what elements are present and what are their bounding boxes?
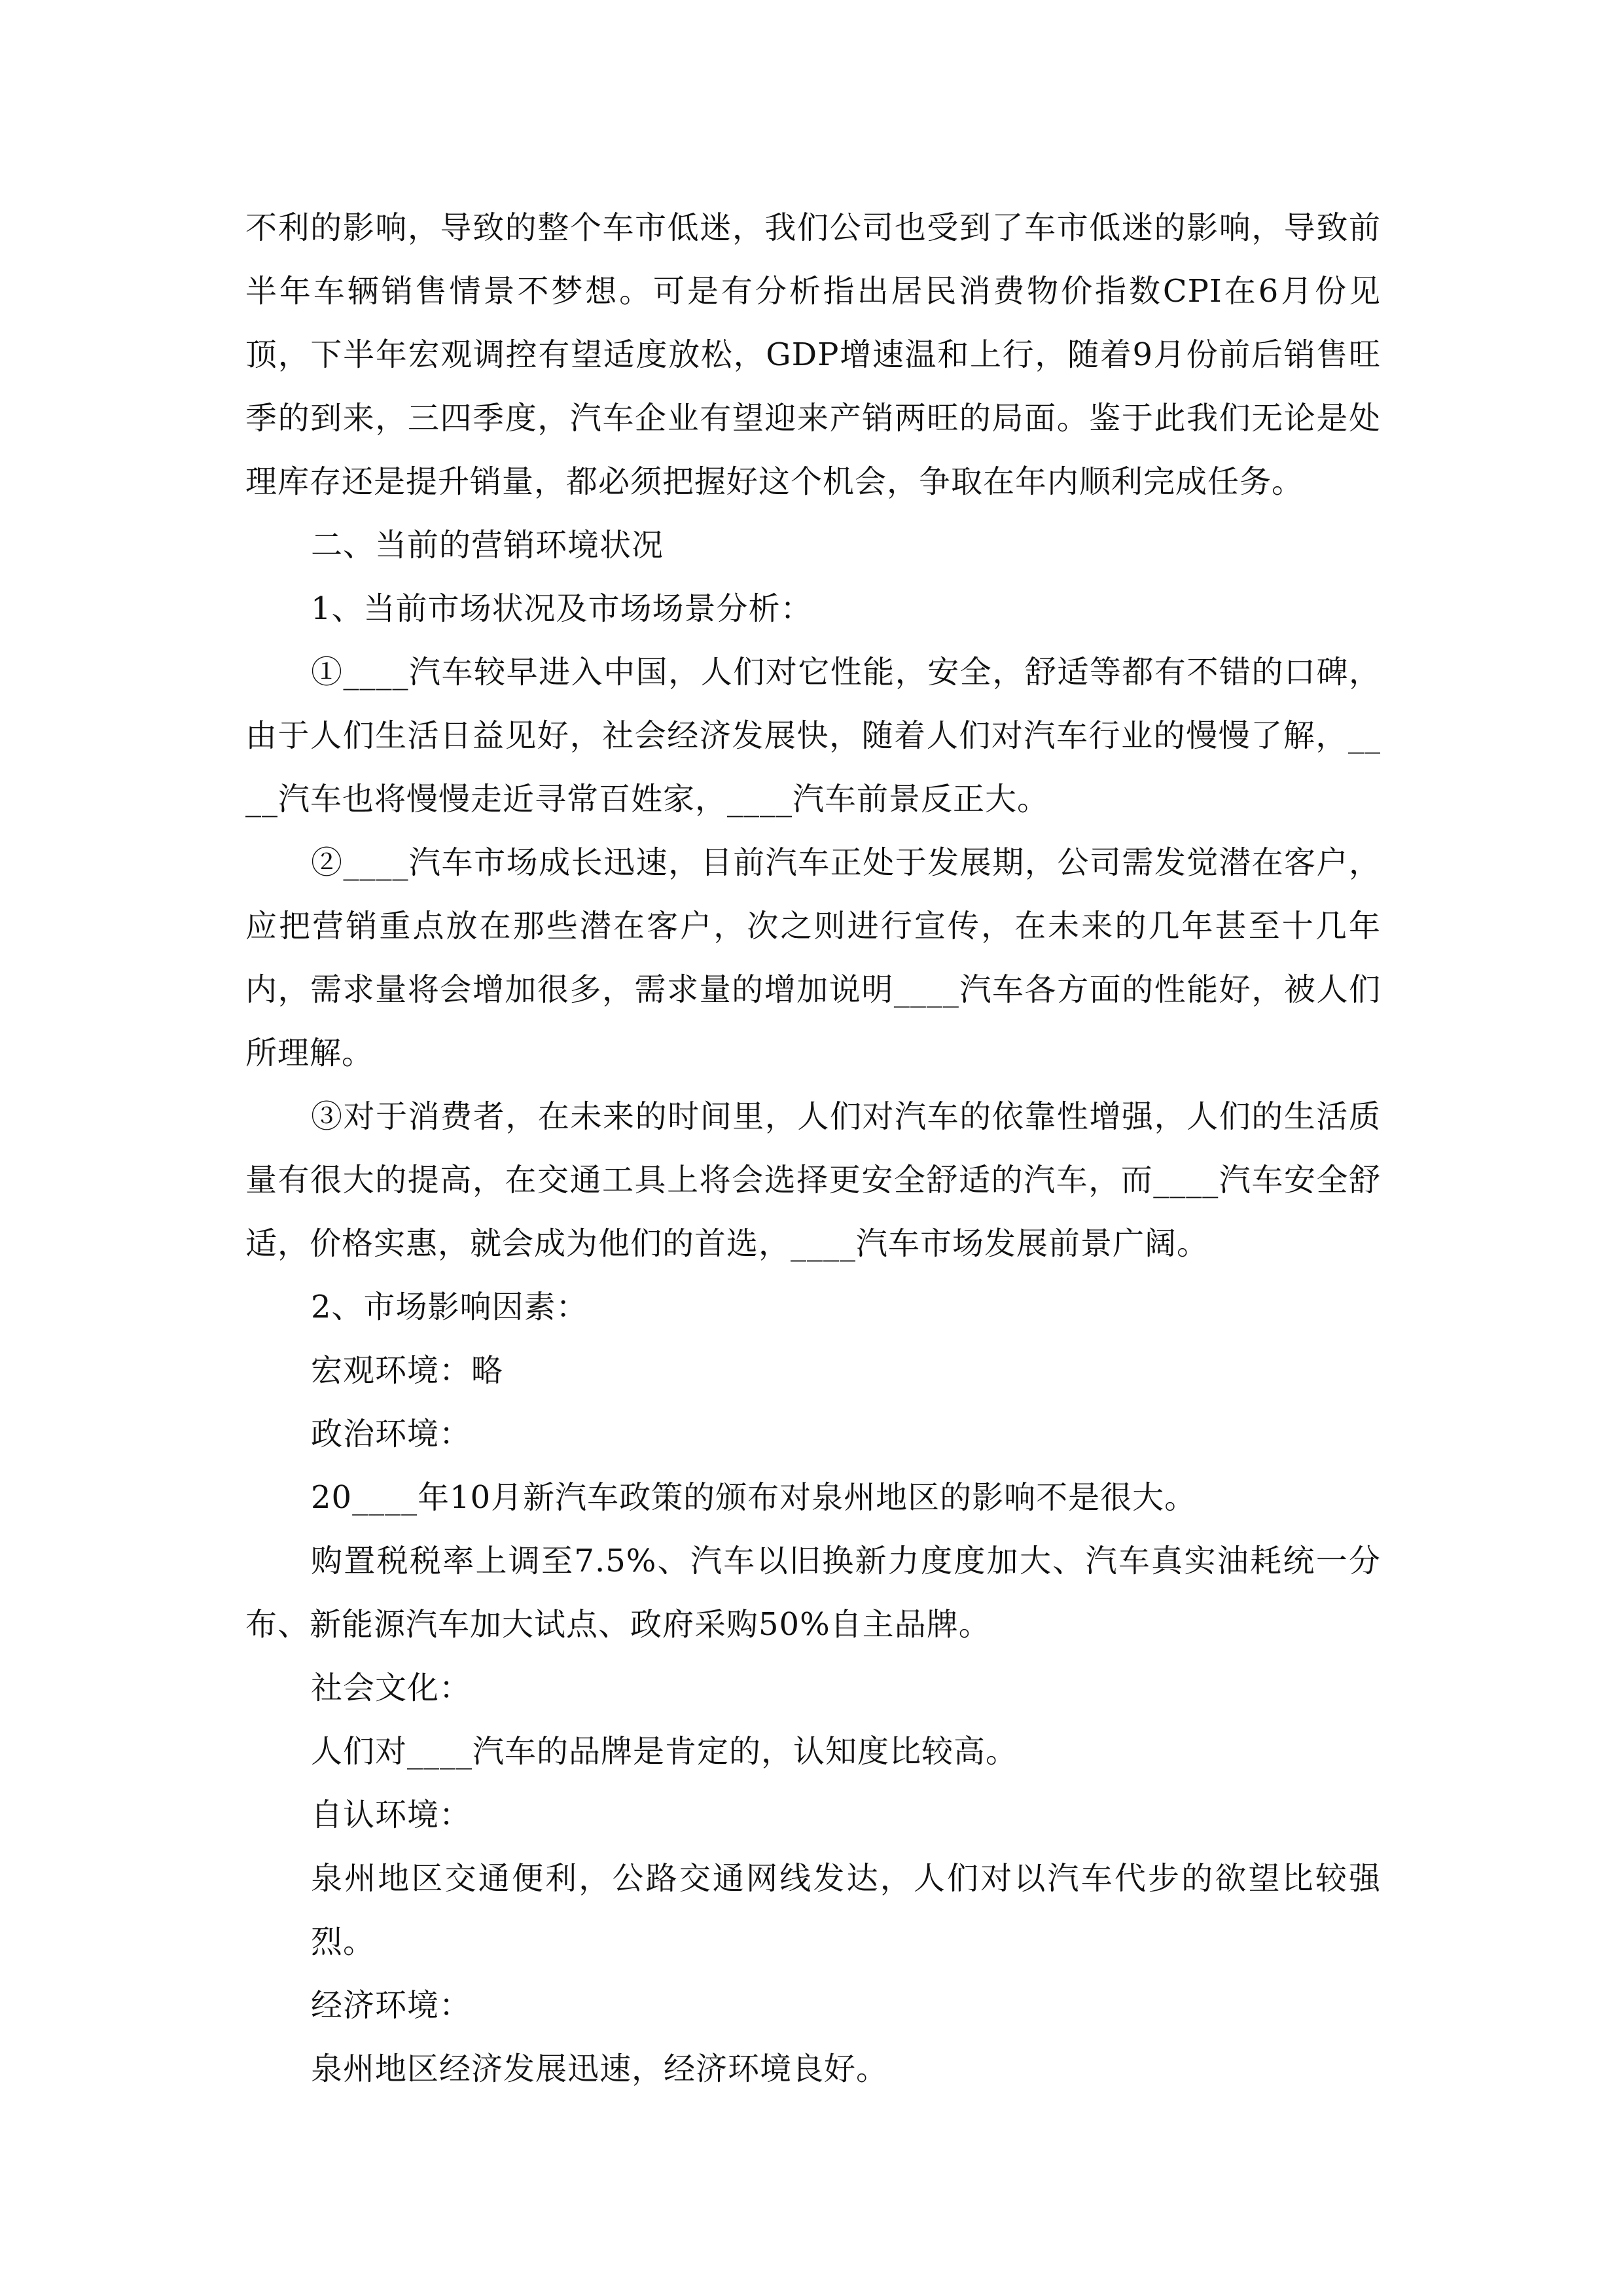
paragraph-market-downturn: 不利的影响，导致的整个车市低迷，我们公司也受到了车市低迷的影响，导致前半年车辆销售情景不梦想。可是有分析指出居民消费物价指数CPI在6月份见顶，下半年宏观调控有望适度放松，GDP增速温和上行，随着9月份前后销售旺季的到来，三四季度，汽车企业有望迎来产销两旺的局面。鉴于此我们无论是处理库存还是提升销量，都必须把握好这个机会，争取在年内顺利完成任务。 bbox=[245, 209, 1381, 500]
paragraph-point-1: ①____汽车较早进入中国，人们对它性能，安全，舒适等都有不错的口碑，由于人们生活日益见好，社会经济发展快，随着人们对汽车行业的慢慢了解，____汽车也将慢慢走近寻常百姓家，____汽车前景反正大。 bbox=[245, 654, 1381, 817]
paragraph-transport: 泉州地区交通便利，公路交通网线发达，人们对以汽车代步的欲望比较强烈。 bbox=[311, 1860, 1381, 1960]
paragraph-economy: 泉州地区经济发展迅速，经济环境良好。 bbox=[311, 2051, 889, 2087]
subheading-market-analysis: 1、当前市场状况及市场场景分析： bbox=[311, 590, 813, 627]
subheading-market-factors: 2、市场影响因素： bbox=[311, 1289, 588, 1325]
heading-marketing-environment: 二、当前的营销环境状况 bbox=[311, 527, 664, 564]
label-social-culture: 社会文化： bbox=[311, 1670, 472, 1706]
paragraph-point-2: ②____汽车市场成长迅速，目前汽车正处于发展期，公司需发觉潜在客户，应把营销重点放在那些潜在客户，次之则进行宣传，在未来的几年甚至十几年内，需求量将会增加很多，需求量的增加说明____汽车各方面的性能好，被人们所理解。 bbox=[245, 844, 1381, 1071]
label-political-environment: 政治环境： bbox=[311, 1416, 472, 1452]
label-macro-environment: 宏观环境：略 bbox=[311, 1352, 504, 1389]
paragraph-point-3: ③对于消费者，在未来的时间里，人们对汽车的依靠性增强，人们的生活质量有很大的提高，在交通工具上将会选择更安全舒适的汽车，而____汽车安全舒适，价格实惠，就会成为他们的首选，____汽车市场发展前景广阔。 bbox=[245, 1098, 1381, 1262]
paragraph-brand-recognition: 人们对____汽车的品牌是肯定的，认知度比较高。 bbox=[311, 1733, 1018, 1770]
label-natural-environment: 自认环境： bbox=[311, 1797, 472, 1833]
paragraph-tax-policy: 购置税税率上调至7.5%、汽车以旧换新力度度加大、汽车真实油耗统一分布、新能源汽车加大试点、政府采购50%自主品牌。 bbox=[245, 1543, 1381, 1643]
document-body bbox=[245, 196, 1381, 2101]
paragraph-policy-release: 20____年10月新汽车政策的颁布对泉州地区的影响不是很大。 bbox=[311, 1479, 1197, 1516]
label-economic-environment: 经济环境： bbox=[311, 1987, 472, 2024]
